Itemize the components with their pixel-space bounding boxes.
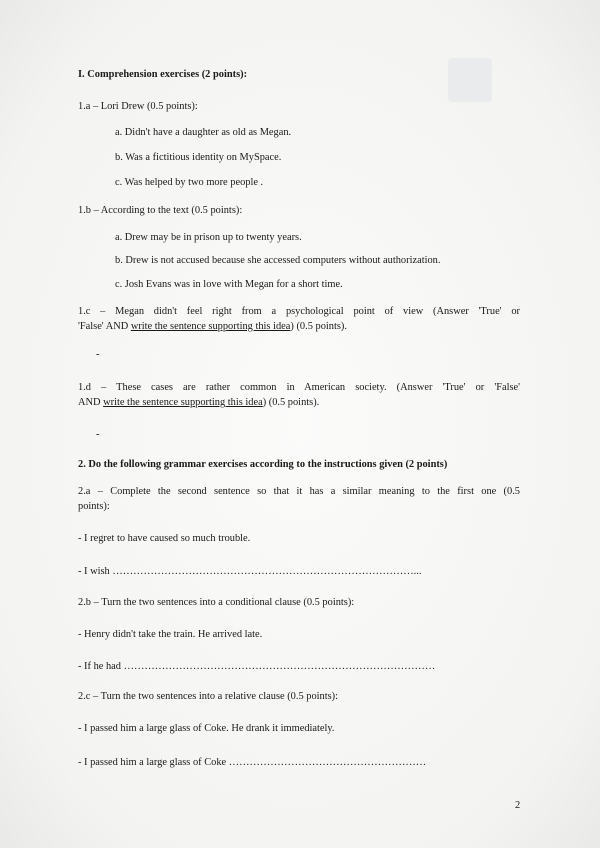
q1d-underlined-instruction: write the sentence supporting this idea <box>103 397 263 408</box>
q1b-option-c: c. Josh Evans was in love with Megan for a short time. <box>115 279 343 290</box>
q1b-option-a: a. Drew may be in prison up to twenty years. <box>115 232 302 243</box>
q1d-text-line2: AND write the sentence supporting this idea) (0.5 points). <box>78 397 320 408</box>
q1b-option-b: b. Drew is not accused because she accessed computers without authorization. <box>115 255 441 266</box>
q1c-answer-mark: - <box>96 349 100 360</box>
q2c-sentence: - I passed him a large glass of Coke. He drank it immediately. <box>78 723 335 734</box>
page-number: 2 <box>515 800 521 811</box>
q2b-sentence: - Henry didn't take the train. He arrived late. <box>78 629 263 640</box>
q1a-option-a: a. Didn't have a daughter as old as Megan. <box>115 127 292 138</box>
q2b-completion-line: - If he had ……………………………………………………………………………… <box>78 661 436 672</box>
q1a-option-b: b. Was a fictitious identity on MySpace. <box>115 152 282 163</box>
q1a-option-c: c. Was helped by two more people . <box>115 177 264 188</box>
q1d-text-line1: 1.d – These cases are rather common in American society. (Answer 'True' or 'False' <box>78 382 520 393</box>
q2a-title-line1: 2.a – Complete the second sentence so that it has a similar meaning to the first one (0.5 <box>78 486 520 497</box>
section2-heading: 2. Do the following grammar exercises according to the instructions given (2 points) <box>78 459 448 470</box>
q1c-text-line1: 1.c – Megan didn't feel right from a psychological point of view (Answer 'True' or <box>78 306 520 317</box>
q1c-text-line2: 'False' AND write the sentence supporting this idea) (0.5 points). <box>78 321 347 332</box>
q2b-title: 2.b – Turn the two sentences into a conditional clause (0.5 points): <box>78 597 355 608</box>
q2a-sentence: - I regret to have caused so much trouble. <box>78 533 251 544</box>
q2a-title-line2: points): <box>78 501 110 512</box>
q2a-completion-line: - I wish ……………………………………………………………………………... <box>78 566 422 577</box>
q2c-completion-line: - I passed him a large glass of Coke ………………………………………………… <box>78 757 427 768</box>
q1a-title: 1.a – Lori Drew (0.5 points): <box>78 101 198 112</box>
section1-heading: I. Comprehension exercises (2 points): <box>78 69 248 80</box>
q1d-answer-mark: - <box>96 429 100 440</box>
q1b-title: 1.b – According to the text (0.5 points): <box>78 205 243 216</box>
show-through-mark <box>448 58 492 102</box>
q1c-underlined-instruction: write the sentence supporting this idea <box>130 321 291 332</box>
q2c-title: 2.c – Turn the two sentences into a relative clause (0.5 points): <box>78 691 338 702</box>
